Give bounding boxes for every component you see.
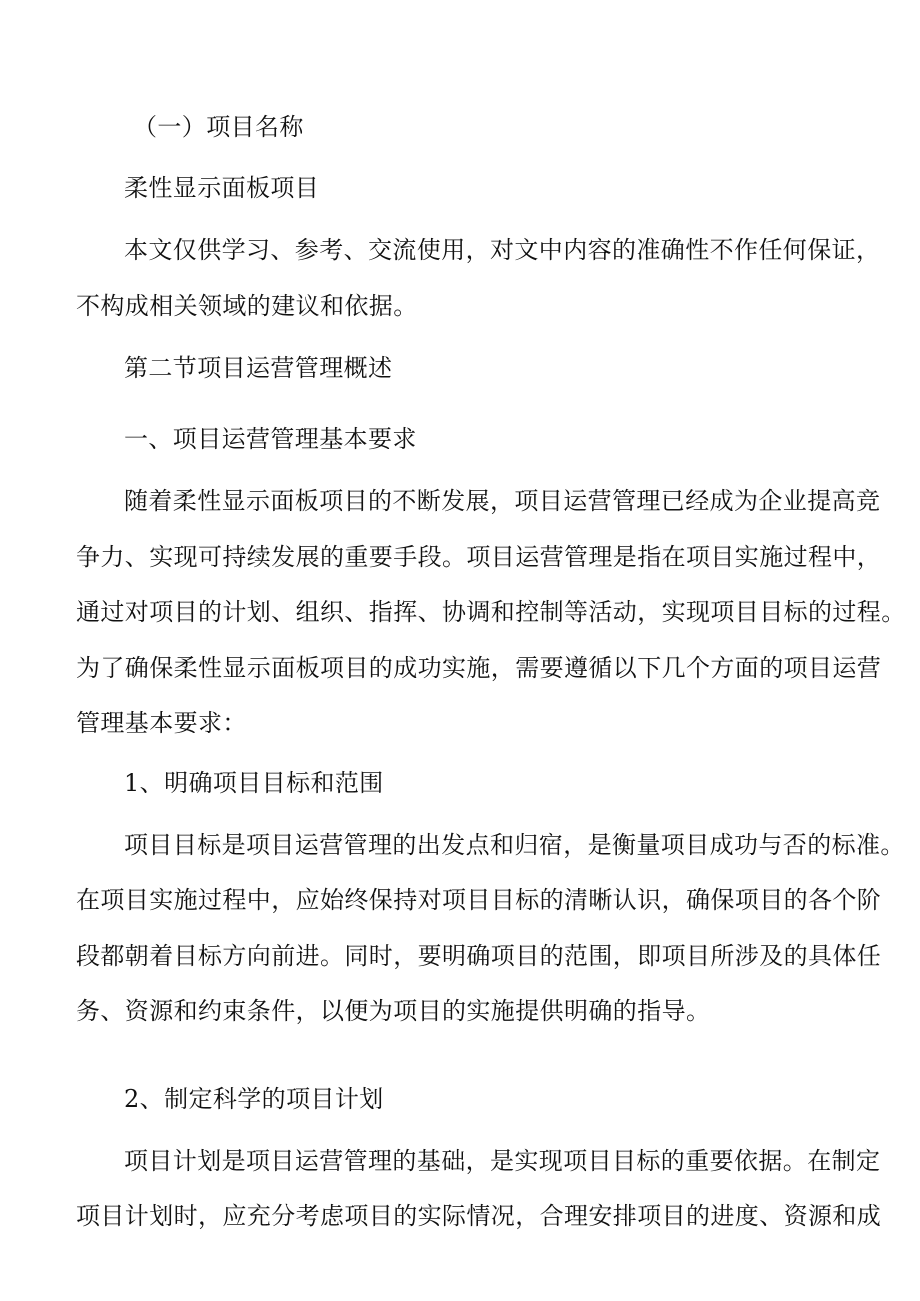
subsection-title: 一、项目运营管理基本要求: [124, 425, 417, 453]
intro-line: 为了确保柔性显示面板项目的成功实施，需要遵循以下几个方面的项目运营: [76, 654, 882, 682]
disclaimer-line: 不构成相关领域的建议和依据。: [76, 292, 418, 320]
disclaimer-line: 本文仅供学习、参考、交流使用，对文中内容的准确性不作任何保证，: [124, 236, 881, 264]
item2-heading: 2、制定科学的项目计划: [124, 1085, 384, 1113]
intro-line: 争力、实现可持续发展的重要手段。项目运营管理是指在项目实施过程中，: [76, 543, 882, 571]
item1-line: 务、资源和约束条件，以便为项目的实施提供明确的指导。: [76, 997, 711, 1025]
item1-heading: 1、明确项目目标和范围: [124, 769, 384, 797]
section-title: 第二节项目运营管理概述: [124, 354, 393, 382]
project-label: （一）项目名称: [133, 113, 304, 141]
item2-line: 项目计划是项目运营管理的基础，是实现项目目标的重要依据。在制定: [124, 1147, 881, 1175]
item1-line: 在项目实施过程中，应始终保持对项目目标的清晰认识，确保项目的各个阶: [76, 886, 882, 914]
item1-line: 段都朝着目标方向前进。同时，要明确项目的范围，即项目所涉及的具体任: [76, 942, 882, 970]
intro-line: 管理基本要求：: [76, 709, 247, 737]
item2-line: 项目计划时，应充分考虑项目的实际情况，合理安排项目的进度、资源和成: [76, 1202, 882, 1230]
intro-line: 随着柔性显示面板项目的不断发展，项目运营管理已经成为企业提高竞: [124, 487, 881, 515]
project-name: 柔性显示面板项目: [124, 174, 320, 202]
intro-line: 通过对项目的计划、组织、指挥、协调和控制等活动，实现项目目标的过程。: [76, 598, 906, 626]
item1-line: 项目目标是项目运营管理的出发点和归宿，是衡量项目成功与否的标准。: [124, 831, 905, 859]
